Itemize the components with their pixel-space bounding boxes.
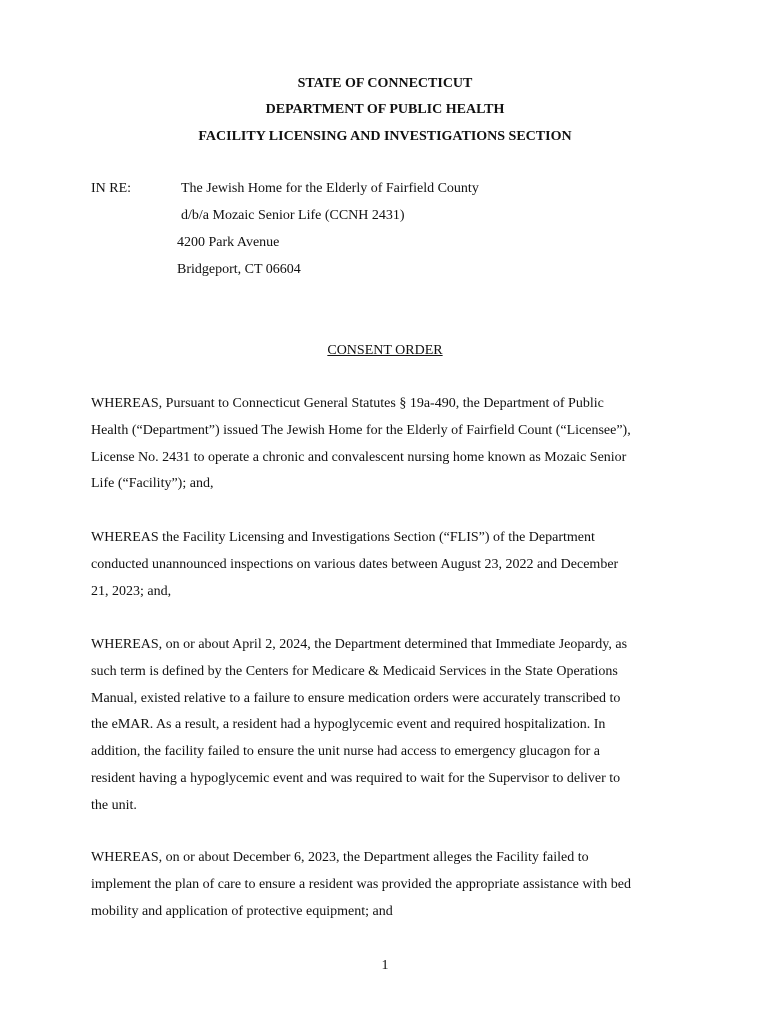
whereas-paragraph-1: [91, 391, 691, 498]
paragraph-line: addition, the facility failed to ensure the unit nurse had access to emergency glucagon for a: [91, 744, 601, 760]
paragraph-line: WHEREAS, Pursuant to Connecticut General Statutes § 19a-490, the Department of Public: [91, 396, 604, 411]
paragraph-line: WHEREAS the Facility Licensing and Investigations Section (“FLIS”) of the Department: [91, 530, 595, 545]
paragraph-line: WHEREAS, on or about December 6, 2023, the Department alleges the Facility failed to: [91, 850, 589, 865]
in-re-line-city: Bridgeport, CT 06604: [177, 262, 301, 277]
header-department: DEPARTMENT OF PUBLIC HEALTH: [265, 102, 505, 117]
paragraph-line: such term is defined by the Centers for Medicare & Medicaid Services in the State Operations: [91, 663, 618, 679]
paragraph-line: the eMAR. As a result, a resident had a hypoglycemic event and required hospitalization. In: [91, 717, 606, 733]
paragraph-line: WHEREAS, on or about April 2, 2024, the Department determined that Immediate Jeopardy, as: [91, 637, 628, 652]
whereas-paragraph-2: [91, 525, 691, 605]
whereas-paragraph-4: [91, 845, 691, 925]
paragraph-line: Life (“Facility”); and,: [91, 476, 214, 492]
in-re-label: IN RE:: [91, 181, 132, 196]
in-re-line-dba: d/b/a Mozaic Senior Life (CCNH 2431): [181, 208, 405, 223]
in-re-line-facility-name: The Jewish Home for the Elderly of Fairfield County: [181, 181, 479, 196]
header-state: STATE OF CONNECTICUT: [297, 76, 473, 91]
document-title: [0, 343, 770, 359]
paragraph-line: Health (“Department”) issued The Jewish Home for the Elderly of Fairfield Count (“Licensee”),: [91, 422, 631, 438]
paragraph-line: 21, 2023; and,: [91, 583, 172, 599]
paragraph-line: resident having a hypoglycemic event and was required to wait for the Supervisor to deliver to: [91, 770, 621, 786]
header-section: FACILITY LICENSING AND INVESTIGATIONS SECTION: [198, 129, 572, 144]
paragraph-line: conducted unannounced inspections on various dates between August 23, 2022 and December: [91, 556, 619, 572]
paragraph-line: License No. 2431 to operate a chronic and convalescent nursing home known as Mozaic Senior: [91, 449, 627, 465]
paragraph-line: Manual, existed relative to a failure to ensure medication orders were accurately transcribed to: [91, 690, 621, 706]
document-title-text: CONSENT ORDER: [327, 343, 443, 358]
in-re-line-street: 4200 Park Avenue: [177, 235, 280, 250]
paragraph-line: mobility and application of protective equipment; and: [91, 903, 393, 919]
paragraph-line: implement the plan of care to ensure a resident was provided the appropriate assistance with bed: [91, 876, 631, 892]
page-number: 1: [381, 958, 389, 973]
paragraph-line: the unit.: [91, 797, 137, 813]
whereas-paragraph-3: [91, 632, 691, 820]
